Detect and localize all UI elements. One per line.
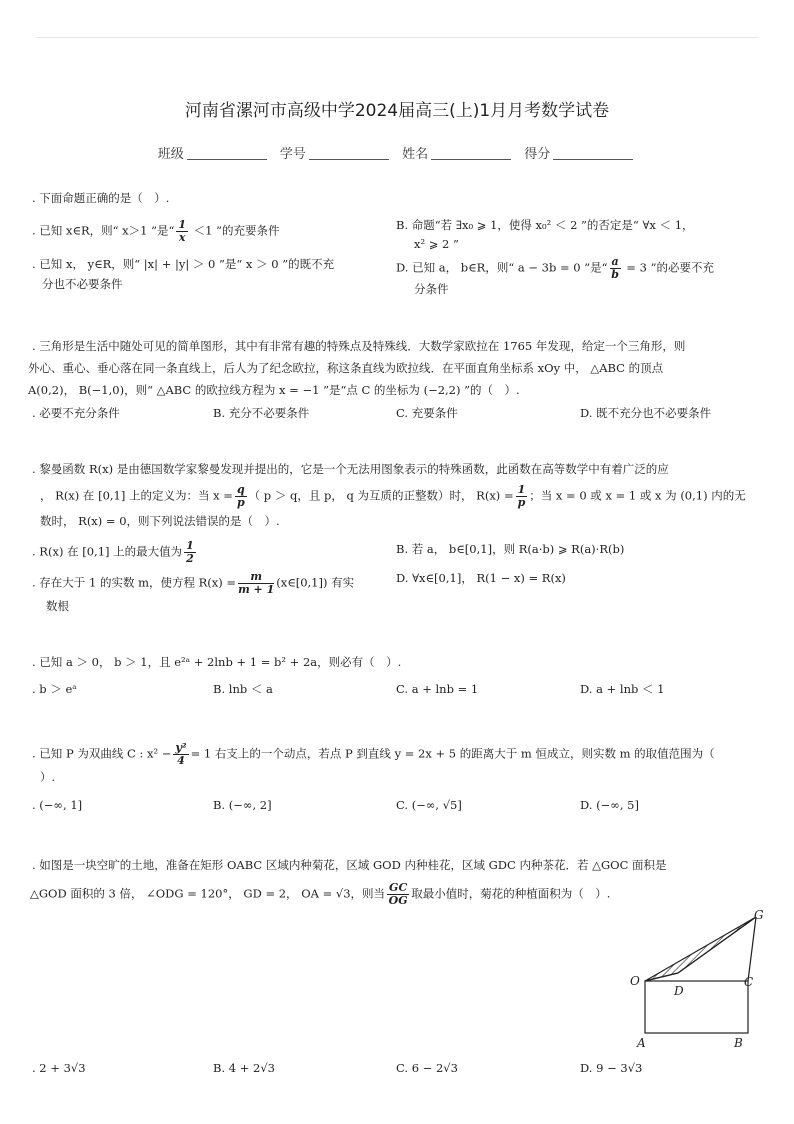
q4-option-c[interactable]: C. a + lnb = 1 — [396, 682, 479, 696]
q3-option-d[interactable]: D. ∀x∈[0,1]， R(1 − x) = R(x) — [396, 571, 566, 585]
q5-frac-num: y² — [175, 741, 187, 754]
score-field-label: 得分 — [524, 147, 551, 162]
q5-fraction — [173, 742, 188, 767]
q2-line2: 外心、重心、垂心落在同一条直线上，后人为了纪念欧拉，称这条直线为欧拉线．在平面直角坐标系 xOy 中， △ABC 的顶点 — [28, 361, 664, 375]
student-info-row — [0, 143, 794, 162]
q3-frac1-den: p — [236, 496, 245, 509]
q5-l1-text1: . 已知 P 为双曲线 C : x² − — [32, 746, 172, 761]
label-o: O — [630, 974, 640, 988]
q5-line2: ）. — [40, 770, 56, 784]
q6-line1: . 如图是一块空旷的土地，准备在矩形 OABC 区域内种菊花，区域 GOD 内种桂花，区域 GDC 内种茶花．若 △GOC 面积是 — [32, 858, 667, 872]
q2-line3: A(0,2)， B(−1,0)，则“ △ABC 的欧拉线方程为 x = −1 ”是“点 C 的坐标为 (−2,2) ”的（ ）. — [28, 383, 520, 397]
q1-d-fraction — [610, 256, 621, 281]
q4-stem: . 已知 a ＞ 0， b ＞ 1，且 e²ᵃ + 2lnb + 1 = b² + 2a，则必有（ ）. — [32, 655, 402, 669]
q3-option-c[interactable] — [32, 571, 354, 614]
q1-a-frac-num: 1 — [178, 218, 187, 231]
q3-a-frac-num: 1 — [186, 539, 194, 552]
q3-a-fraction — [184, 540, 196, 565]
page-title: 河南省漯河市高级中学2024届高三(上)1月月考数学试卷 — [184, 101, 610, 121]
q6-figure — [620, 905, 790, 1055]
q1-a-text1: . 已知 x∈R，则“ x＞1 ”是“ — [32, 223, 175, 238]
q3-c-line1 — [32, 571, 354, 596]
q3-l2-text3: ；当 x = 0 或 x = 1 或 x 为 (0,1) 内的无 — [529, 488, 746, 503]
q1-option-a[interactable] — [32, 219, 280, 244]
q3-c-frac-den: m + 1 — [238, 583, 275, 596]
label-d: D — [674, 984, 684, 998]
label-a: A — [637, 1036, 646, 1050]
name-blank[interactable] — [431, 159, 511, 160]
q6-fraction — [387, 882, 409, 907]
q3-line3: 数时， R(x) = 0，则下列说法错误的是（ ）. — [40, 514, 280, 528]
q3-frac2-num: 1 — [517, 483, 526, 496]
q1-d-frac-den: b — [611, 268, 619, 281]
q1-option-d[interactable] — [396, 256, 714, 297]
q3-option-a[interactable] — [32, 540, 198, 565]
q2-option-a[interactable]: . 必要不充分条件 — [32, 406, 120, 420]
q6-l2-text1: △GOD 面积的 3 倍， ∠ODG = 120°， GD = 2， OA = √3，则当 — [30, 886, 386, 901]
q1-a-fraction — [176, 219, 188, 244]
q3-c-text2: (x∈[0,1]) 有实 — [276, 575, 355, 590]
q1-b-line2: x² ⩾ 2 ” — [414, 237, 459, 251]
q6-frac-num: GC — [389, 881, 408, 894]
label-g: G — [754, 908, 764, 922]
segment-cg — [748, 917, 756, 981]
q6-option-b[interactable]: B. 4 + 2√3 — [213, 1061, 275, 1075]
top-divider — [36, 37, 758, 38]
q6-option-a[interactable]: . 2 + 3√3 — [32, 1061, 86, 1075]
q1-c-line1: . 已知 x， y∈R，则“ |x| + |y| ＞ 0 ”是“ x ＞ 0 ”的既不充 — [32, 257, 335, 271]
q1-d-line1 — [396, 256, 714, 281]
q3-l2-fraction1 — [235, 484, 247, 509]
q2-option-b[interactable]: B. 充分不必要条件 — [213, 406, 310, 420]
q3-a-text: . R(x) 在 [0,1] 上的最大值为 — [32, 544, 183, 559]
q2-option-c[interactable]: C. 充要条件 — [396, 406, 458, 420]
q3-c-fraction — [238, 571, 274, 596]
id-field-label: 学号 — [279, 147, 306, 162]
class-blank[interactable] — [187, 159, 267, 160]
label-b: B — [734, 1036, 743, 1050]
q4-option-d[interactable]: D. a + lnb ＜ 1 — [580, 682, 665, 696]
class-field-label: 班级 — [157, 147, 184, 162]
q1-stem: . 下面命题正确的是（ ）. — [32, 191, 170, 205]
q5-option-d[interactable]: D. (−∞, 5] — [580, 798, 639, 812]
q6-option-c[interactable]: C. 6 − 2√3 — [396, 1061, 458, 1075]
q6-option-d[interactable]: D. 9 − 3√3 — [580, 1061, 643, 1075]
q1-option-b[interactable] — [396, 217, 694, 252]
q1-b-line1: B. 命题“若 ∃x₀ ⩾ 1，使得 x₀² ＜ 2 ”的否定是“ ∀x ＜ 1， — [396, 218, 694, 232]
label-c: C — [744, 975, 754, 989]
q3-l2-fraction2 — [516, 484, 528, 509]
q4-option-b[interactable]: B. lnb ＜ a — [213, 682, 273, 696]
q3-c-line2: 数根 — [46, 599, 69, 613]
q5-option-c[interactable]: C. (−∞, √5] — [396, 798, 462, 812]
q2-option-d[interactable]: D. 既不充分也不必要条件 — [580, 406, 712, 420]
q6-l2-text2: 取最小值时，菊花的种植面积为（ ）. — [411, 886, 611, 901]
q3-c-frac-num: m — [238, 571, 274, 584]
q3-l2-text1: ， R(x) 在 [0,1] 上的定义为：当 x = — [40, 488, 233, 503]
id-blank[interactable] — [309, 159, 389, 160]
q6-frac-den: OG — [388, 894, 408, 907]
q3-line2 — [40, 484, 746, 509]
q4-option-a[interactable]: . b ＞ eᵃ — [32, 682, 77, 696]
q1-option-c[interactable] — [32, 256, 334, 292]
q1-a-text2: ＜1 ”的充要条件 — [190, 223, 280, 238]
q1-d-line2: 分条件 — [414, 282, 449, 296]
q3-option-b[interactable]: B. 若 a， b∈[0,1]，则 R(a·b) ⩾ R(a)·R(b) — [396, 542, 625, 556]
q5-frac-den: 4 — [177, 754, 185, 767]
q1-d-text2: = 3 ”的必要不充 — [622, 260, 714, 275]
q3-line1: . 黎曼函数 R(x) 是由德国数学家黎曼发现并提出的，它是一个无法用图象表示的特殊函数，此函数在高等数学中有着广泛的应 — [32, 462, 669, 476]
q3-l2-text2: （ p ＞ q，且 p， q 为互质的正整数）时， R(x) = — [248, 488, 514, 503]
q3-frac2-den: p — [517, 496, 526, 509]
q3-a-frac-den: 2 — [186, 552, 194, 565]
score-blank[interactable] — [553, 159, 633, 160]
q3-frac1-num: q — [236, 483, 245, 496]
q1-d-text1: D. 已知 a， b∈R，则“ a − 3b = 0 ”是“ — [396, 260, 608, 275]
segment-dg — [678, 917, 756, 973]
rectangle-oabc — [645, 981, 748, 1033]
name-field-label: 姓名 — [402, 147, 429, 162]
q5-l1-text2: = 1 右支上的一个动点，若点 P 到直线 y = 2x + 5 的距离大于 m 恒成立，则实数 m 的取值范围为（ — [190, 746, 715, 761]
q5-line1 — [32, 742, 715, 767]
q6-line2 — [30, 882, 610, 907]
q5-option-b[interactable]: B. (−∞, 2] — [213, 798, 272, 812]
triangle-god-hatched — [645, 917, 756, 981]
q1-c-line2: 分也不必要条件 — [42, 277, 123, 291]
q1-a-frac-den: x — [178, 231, 186, 244]
q2-line1: . 三角形是生活中随处可见的简单图形，其中有非常有趣的特殊点及特殊线．大数学家欧拉在 1765 年发现，给定一个三角形，则 — [32, 339, 686, 353]
q1-d-frac-num: a — [611, 255, 619, 268]
q3-c-text1: . 存在大于 1 的实数 m，使方程 R(x) = — [32, 575, 237, 590]
q5-option-a[interactable]: . (−∞, 1] — [32, 798, 83, 812]
